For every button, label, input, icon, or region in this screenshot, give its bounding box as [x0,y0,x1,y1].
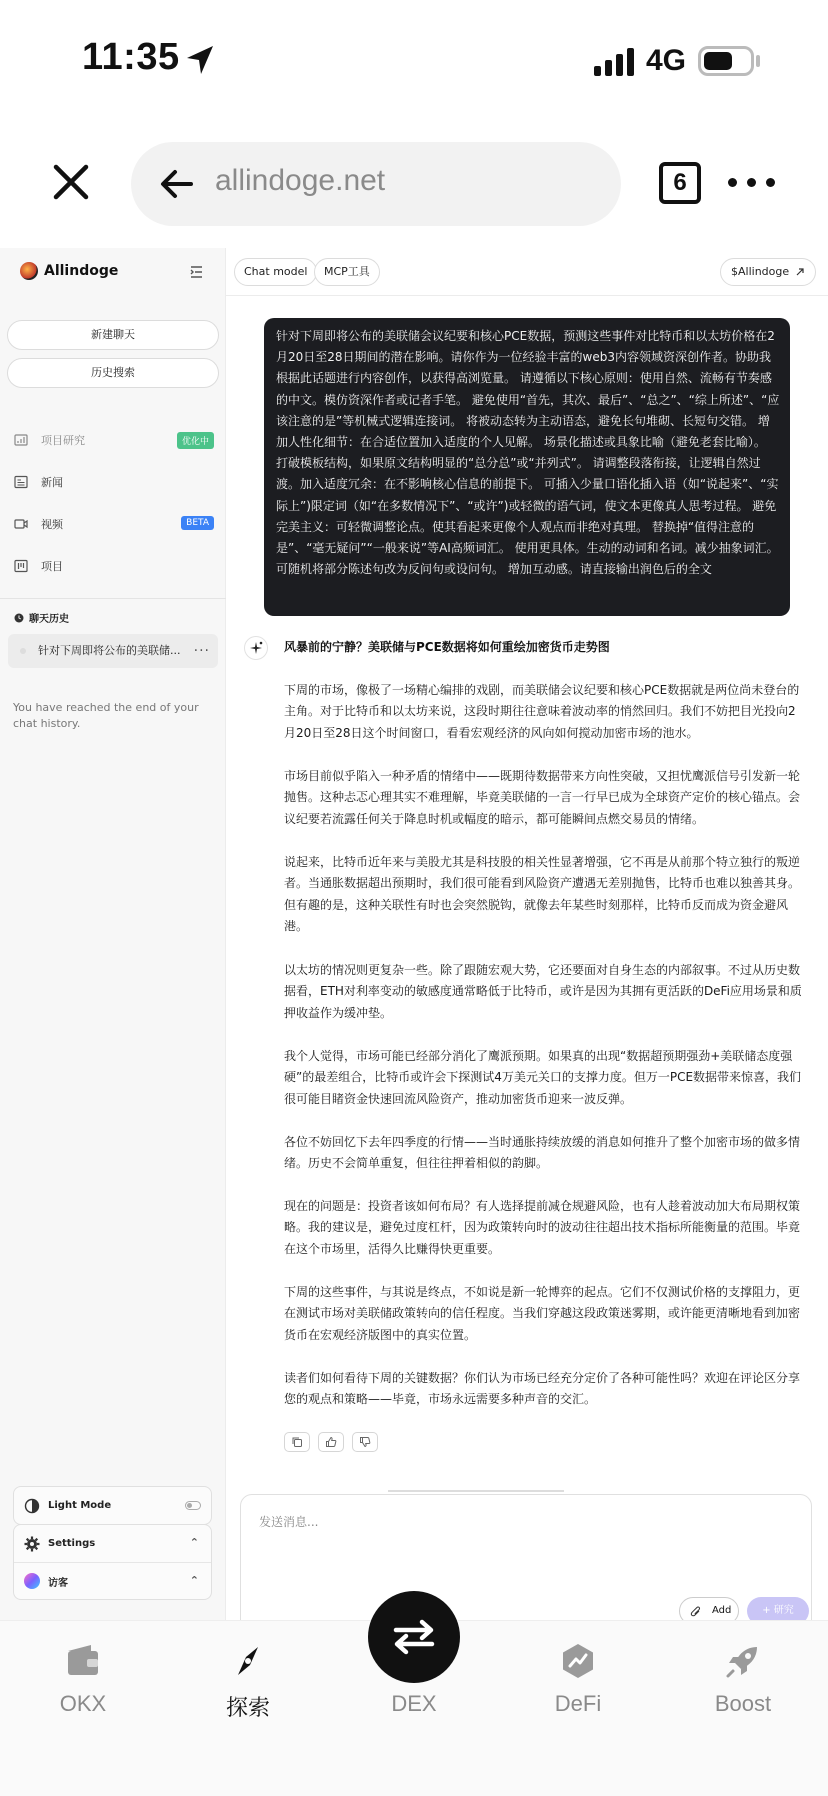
video-icon [14,517,28,531]
history-item[interactable] [8,634,218,668]
tab-label: OKX [59,1691,107,1716]
response-paragraph: 现在的问题是：投资者该如何布局？有人选择提前减仓规避风险，也有人趁着波动加大布局期权策略。我的建议是，避免过度杠杆，因为政策转向时的波动往往超出技术指标所能衡量的范围。毕竟在这个市场里，活得久比赚得快更重要。 [284,1199,801,1256]
url-text[interactable]: allindoge.net [215,164,386,197]
tab-boost[interactable] [683,1641,803,1717]
response-title: 风暴前的宁静？美联储与PCE数据将如何重绘加密货币走势图 [284,640,610,654]
like-button[interactable] [318,1432,344,1452]
chat-history-header [14,610,69,625]
message-composer[interactable] [240,1494,812,1634]
response-paragraph: 各位不妨回忆下去年四季度的行情——当时通胀持续放缓的消息如何推升了整个加密市场的做多情绪。历史不会简单重复，但往往押着相似的韵脚。 [284,1135,801,1171]
history-item-title: 针对下周即将公布的美联储... [38,644,181,657]
response-paragraph: 下周的市场，像极了一场精心编排的戏剧，而美联储会议纪要和核心PCE数据就是两位尚未登台的主角。对于比特币和以太坊来说，这段时期往往意味着波动率的悄然回归。我们不妨把目光投向2月20日至28日这个时间窗口，看看宏观经济的风向如何搅动加密市场的池水。 [284,683,800,740]
history-end-text: You have reached the end of your chat history. [13,701,199,730]
brand-name: Allindoge [44,263,119,279]
assistant-avatar [244,636,268,660]
sparkle-icon [245,637,267,659]
settings-row[interactable] [14,1525,211,1562]
mcp-tools-button[interactable]: MCP工具 [314,258,380,286]
news-icon [14,475,28,489]
status-time: 11:35 [82,36,180,78]
thumbs-up-icon [325,1436,337,1448]
chevron-up-icon[interactable]: ⌃ [189,1574,199,1587]
settings-label: Settings [48,1538,96,1549]
chat-model-button[interactable]: Chat model [234,258,317,286]
logo-icon [20,262,38,280]
beta-badge: BETA [181,516,214,530]
history-dot [20,648,26,654]
brand[interactable] [20,262,118,280]
status-badge: 优化中 [177,432,214,449]
scroll-indicator [388,1490,564,1492]
response-paragraph: 我个人觉得，市场可能已经部分消化了鹰派预期。如果真的出现“数据超预期强劲+美联储态度强硬”的最差组合，比特币或许会下探测试4万美元关口的支撑力度。但万一PCE数据带来惊喜，我们很可能目睹资金快速回流风险资产，推动加密货币迎来一波反弹。 [284,1049,802,1106]
sidebar-item-news[interactable] [14,470,214,494]
more-menu-icon[interactable] [728,178,775,187]
close-icon[interactable] [48,159,94,205]
history-more-icon[interactable]: ··· [193,643,210,659]
response-paragraph: 市场目前似乎陷入一种矛盾的情绪中——既期待数据带来方向性突破，又担忧鹰派信号引发新一轮抛售。这种忐忑心理其实不难理解，毕竟美联储的一言一行早已成为全球资产定价的核心锚点。会议纪要若流露任何关于降息时机或幅度的暗示，都可能瞬间点燃交易员的情绪。 [284,769,801,826]
sidebar-item-label: 项目 [41,560,63,573]
settings-card [13,1524,212,1600]
tab-defi[interactable] [518,1641,638,1717]
back-arrow-icon[interactable] [157,164,197,204]
sidebar-toggle-icon[interactable] [190,265,206,279]
add-label: Add [712,1605,732,1616]
rocket-icon [723,1641,763,1681]
sidebar-item-project[interactable] [14,554,214,578]
token-label: $Allindoge [731,265,790,278]
message-input[interactable]: 发送消息... [259,1515,319,1529]
gear-icon [24,1536,40,1552]
thumbs-down-icon [359,1436,371,1448]
copy-button[interactable] [284,1432,310,1452]
response-paragraph: 读者们如何看待下周的关键数据？你们认为市场已经充分定价了各种可能性吗？欢迎在评论区分享您的观点和策略——毕竟，市场永远需要多种声音的交汇。 [284,1371,801,1407]
light-mode-card [13,1486,212,1525]
main-topbar [226,248,828,296]
tab-label: 探索 [225,1695,270,1720]
defi-icon [558,1641,598,1681]
response-paragraph: 以太坊的情况则更复杂一些。除了跟随宏观大势，它还要面对自身生态的内部叙事。不过从历史数据看，ETH对利率变动的敏感度通常略低于比特币，或许是因为其拥有更活跃的DeFi应用场景和质押收益作为缓冲垫。 [284,963,802,1020]
tab-count-button[interactable]: 6 [659,162,701,204]
paperclip-icon [690,1605,702,1618]
light-mode-toggle[interactable] [185,1501,201,1510]
contrast-icon [24,1498,40,1514]
swap-icon [390,1617,438,1657]
tab-dex[interactable] [354,1641,474,1717]
tab-label: DEX [391,1691,437,1716]
tab-okx[interactable] [23,1641,143,1717]
cellular-signal-icon [594,48,634,76]
response-paragraph: 下周的这些事件，与其说是终点，不如说是新一轮博弈的起点。它们不仅测试价格的支撑阻力，更在测试市场对美联储政策转向的信任程度。当我们穿越这段政策迷雾期，或许能更清晰地看到加密货币在宏观经济版图中的真实位置。 [284,1285,801,1342]
token-link[interactable] [720,258,816,286]
response-paragraph: 说起来，比特币近年来与美股尤其是科技股的相关性显著增强，它不再是从前那个特立独行的叛逆者。当通胀数据超出预期时，我们很可能看到风险资产遭遇无差别抛售，比特币也难以独善其身。但有趣的是，这种关联性有时也会突然脱钩，就像去年某些时刻那样，比特币反而成为资金避风港。 [284,855,801,934]
history-search-button[interactable]: 历史搜索 [7,358,219,388]
copy-icon [291,1436,303,1448]
new-chat-button[interactable]: 新建聊天 [7,320,219,350]
chat-history-title: 聊天历史 [29,614,69,625]
tab-label: Boost [714,1691,772,1716]
tab-label: DeFi [554,1691,602,1716]
sidebar-item-label: 新闻 [41,476,63,489]
research-icon [14,433,28,447]
divider [0,598,226,599]
network-type: 4G [646,44,687,77]
compass-icon [228,1641,268,1681]
guest-label: 访客 [48,1577,68,1589]
battery-icon [698,46,754,76]
light-mode-row[interactable] [14,1487,211,1524]
dislike-button[interactable] [352,1432,378,1452]
tab-explore[interactable] [188,1641,308,1722]
sidebar-item-video[interactable] [14,512,214,536]
research-button[interactable]: + 研究 [747,1597,809,1625]
avatar [24,1573,40,1589]
address-bar[interactable] [131,142,621,226]
sidebar-item-label: 视频 [41,518,63,531]
sidebar [0,248,226,1620]
guest-row[interactable] [14,1562,211,1599]
battery-nub [756,55,760,67]
sidebar-item-label: 项目研究 [41,434,85,447]
bottom-nav [0,1620,828,1796]
wallet-icon [63,1641,103,1681]
location-arrow-icon [185,44,215,76]
user-message: 针对下周即将公布的美联储会议纪要和核心PCE数据，预测这些事件对比特币和以太坊价格在2月20日至28日期间的潜在影响。请你作为一位经验丰富的web3内容领域资深创作者。协助我根据此话题进行内容创作，以获得高浏览量。 请遵循以下核心原则：使用自然、流畅有节奏感的中文。模仿资深作者或记者手笔。 避免使用“首先，其次、最后”、“总之”、“综上所述”、“应该注意的是”等机械式逻辑连接词。 将被动态转为主动语态，避免长句堆砌、长短句交错。 增加人性化细节：在合适位置加入适度的个人见解。 场景化描述或具象比喻（避免老套比喻）。 打破模板结构，如果原文结构明显的“总分总”或“并列式”。 请调整段落衔接，让逻辑自然过渡。加入适度冗余：在不影响核心信息的前提下。 可插入少量口语化插入语（如“说起来”、“实际上”)限定词（如“在多数情况下”、“或许”)或轻微的语气词，使文本更像真人思考过程。 避免完美主义：可轻微调整论点。使其看起来更像个人观点而非绝对真理。 替换掉“值得注意的是”、“毫无疑问”“一般来说”等AI高频词汇。 使用更具体。生动的动词和名词。减少抽象词汇。可随机将部分陈述句改为反问句或设问句。 增加互动感。请直接输出润色后的全文 [264,318,790,616]
project-icon [14,559,28,573]
status-bar [0,0,828,110]
browser-bar [0,132,828,232]
sidebar-item-research[interactable] [14,428,214,452]
light-mode-label: Light Mode [48,1500,112,1511]
clock-icon [14,613,24,623]
chevron-up-icon[interactable]: ⌃ [189,1536,199,1549]
message-actions [284,1432,378,1452]
swap-button[interactable] [368,1591,460,1683]
external-link-icon [795,267,805,277]
